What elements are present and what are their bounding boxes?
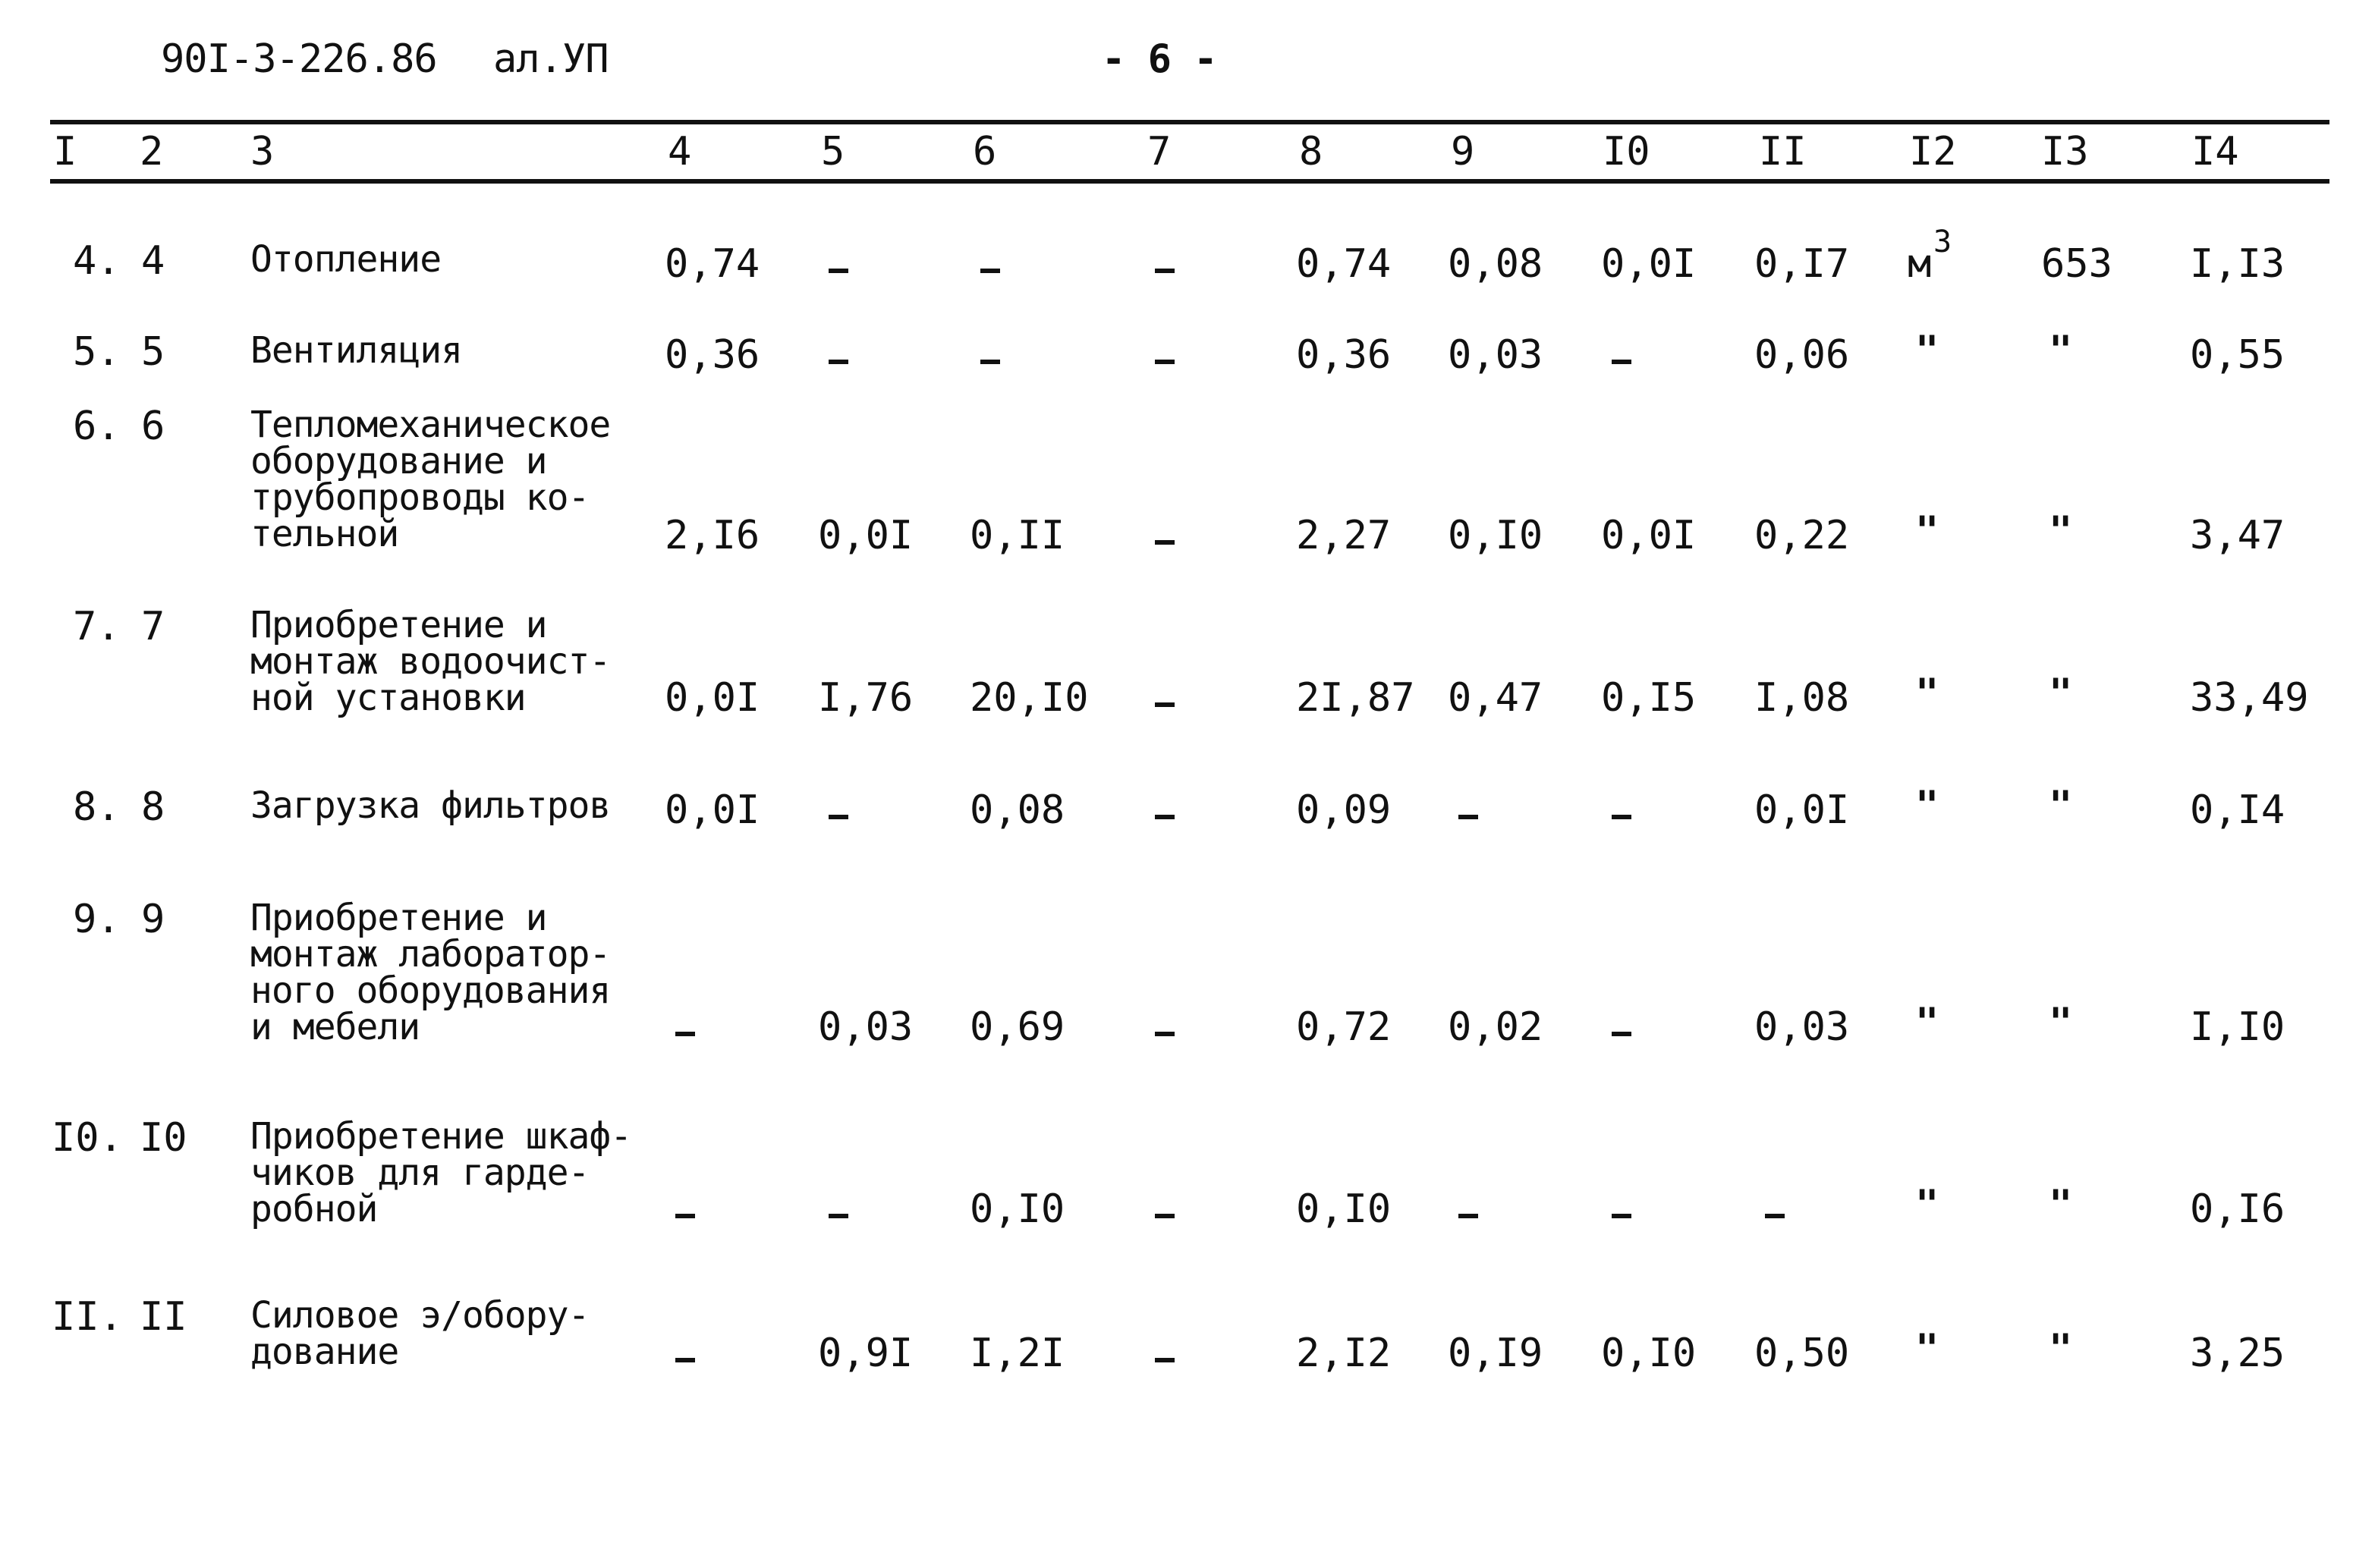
unit-superscript: 3 xyxy=(1933,225,1952,259)
empty-dash xyxy=(980,360,1000,364)
value-cell: 0,08 xyxy=(970,787,1065,833)
value-cell: 20,I0 xyxy=(970,675,1089,721)
table-top-rule xyxy=(50,120,2329,124)
empty-dash xyxy=(980,269,1000,273)
row-number: 9. xyxy=(73,897,121,942)
empty-dash xyxy=(1155,1032,1175,1036)
value-cell: 0,9I xyxy=(818,1331,914,1376)
empty-dash xyxy=(829,1214,848,1218)
value-cell: 0,09 xyxy=(1296,787,1392,833)
empty-dash xyxy=(1612,360,1631,364)
value-cell: " xyxy=(2049,671,2073,716)
value-cell: " xyxy=(2049,783,2073,828)
value-cell: 0,03 xyxy=(1448,332,1543,378)
empty-dash xyxy=(675,1358,695,1362)
value-cell: 0,50 xyxy=(1754,1331,1850,1376)
row-number: 6. xyxy=(73,404,121,449)
value-cell: 0,0I xyxy=(665,787,760,833)
value-cell: 0,0I xyxy=(1754,787,1850,833)
row-number: 8. xyxy=(73,784,121,830)
value-cell: I,I3 xyxy=(2190,241,2285,287)
column-header: 4 xyxy=(668,129,692,174)
value-cell: 0,74 xyxy=(665,241,760,287)
value-cell: 0,I6 xyxy=(2190,1186,2285,1232)
empty-dash xyxy=(1765,1214,1785,1218)
empty-dash xyxy=(1155,360,1175,364)
value-cell: 2I,87 xyxy=(1296,675,1415,721)
value-cell: 0,I0 xyxy=(1296,1186,1392,1232)
value-cell: 0,I4 xyxy=(2190,787,2285,833)
value-cell: " xyxy=(1915,1326,1939,1372)
item-number: 7 xyxy=(141,604,165,649)
value-cell: 0,03 xyxy=(1754,1004,1850,1050)
item-number: 4 xyxy=(141,238,165,284)
value-cell: 0,0I xyxy=(818,513,914,558)
item-description: Загрузка фильтров xyxy=(250,784,611,827)
value-cell: " xyxy=(2049,1326,2073,1372)
value-cell: 0,II xyxy=(970,513,1065,558)
value-cell: I,76 xyxy=(818,675,914,721)
item-description: Приобретение и монтаж лаборатор- ного оборудования и мебели xyxy=(250,897,611,1048)
empty-dash xyxy=(675,1214,695,1218)
value-cell: 0,03 xyxy=(818,1004,914,1050)
value-cell: " xyxy=(2049,508,2073,554)
value-cell: 0,I0 xyxy=(1448,513,1543,558)
item-description: Тепломеханическое оборудование и трубопроводы ко- тельной xyxy=(250,404,611,555)
column-header: I2 xyxy=(1909,129,1957,174)
value-cell: 0,0I xyxy=(1601,241,1697,287)
item-description: Отопление xyxy=(250,238,442,281)
value-cell: " xyxy=(1915,508,1939,554)
item-description: Вентиляция xyxy=(250,329,462,372)
empty-dash xyxy=(1612,815,1631,819)
row-number: 7. xyxy=(73,604,121,649)
value-cell: I,2I xyxy=(970,1331,1065,1376)
value-cell: 0,69 xyxy=(970,1004,1065,1050)
row-number: 5. xyxy=(73,329,121,375)
value-cell: 0,I0 xyxy=(970,1186,1065,1232)
empty-dash xyxy=(1612,1032,1631,1036)
column-header: 5 xyxy=(821,129,845,174)
value-cell: 0,55 xyxy=(2190,332,2285,378)
column-header: II xyxy=(1759,129,1807,174)
value-cell: 2,27 xyxy=(1296,513,1392,558)
document-code: 90I-3-226.86 xyxy=(161,36,437,82)
empty-dash xyxy=(1155,1214,1175,1218)
value-cell: 0,72 xyxy=(1296,1004,1392,1050)
empty-dash xyxy=(1458,815,1478,819)
value-cell: " xyxy=(1915,1182,1939,1227)
value-cell: 2,I6 xyxy=(665,513,760,558)
value-cell: " xyxy=(2049,328,2073,373)
value-cell: 33,49 xyxy=(2190,675,2309,721)
value-cell: I,I0 xyxy=(2190,1004,2285,1050)
album-label: ал.УП xyxy=(493,36,609,82)
empty-dash xyxy=(1155,269,1175,273)
value-cell: 0,47 xyxy=(1448,675,1543,721)
value-cell: 653 xyxy=(2041,241,2112,287)
unit-cell: м xyxy=(1908,241,1932,287)
empty-dash xyxy=(1155,702,1175,707)
value-cell: 0,0I xyxy=(665,675,760,721)
empty-dash xyxy=(675,1032,695,1036)
table-header-rule xyxy=(50,179,2329,184)
item-number: II xyxy=(140,1294,187,1340)
value-cell: 0,08 xyxy=(1448,241,1543,287)
column-header: 9 xyxy=(1451,129,1475,174)
value-cell: 2,I2 xyxy=(1296,1331,1392,1376)
value-cell: 0,I9 xyxy=(1448,1331,1543,1376)
empty-dash xyxy=(1155,815,1175,819)
value-cell: 0,0I xyxy=(1601,513,1697,558)
value-cell: 0,06 xyxy=(1754,332,1850,378)
value-cell: 0,I7 xyxy=(1754,241,1850,287)
empty-dash xyxy=(829,269,848,273)
empty-dash xyxy=(829,360,848,364)
column-header: I xyxy=(53,129,77,174)
item-number: 8 xyxy=(141,784,165,830)
empty-dash xyxy=(1612,1214,1631,1218)
value-cell: 0,02 xyxy=(1448,1004,1543,1050)
value-cell: " xyxy=(1915,671,1939,716)
column-header: 2 xyxy=(140,129,164,174)
value-cell: 0,22 xyxy=(1754,513,1850,558)
empty-dash xyxy=(1155,1358,1175,1362)
column-header: I3 xyxy=(2041,129,2089,174)
item-number: I0 xyxy=(140,1115,187,1161)
empty-dash xyxy=(1155,540,1175,545)
value-cell: 0,I5 xyxy=(1601,675,1697,721)
column-header: I0 xyxy=(1603,129,1650,174)
value-cell: 0,36 xyxy=(1296,332,1392,378)
row-number: II. xyxy=(52,1294,123,1340)
item-description: Приобретение шкаф- чиков для гарде- робной xyxy=(250,1115,632,1230)
column-header: 3 xyxy=(250,129,275,174)
value-cell: " xyxy=(1915,1000,1939,1045)
item-number: 5 xyxy=(141,329,165,375)
row-number: 4. xyxy=(73,238,121,284)
value-cell: " xyxy=(1915,783,1939,828)
row-number: I0. xyxy=(52,1115,123,1161)
value-cell: 3,25 xyxy=(2190,1331,2285,1376)
item-number: 9 xyxy=(141,897,165,942)
value-cell: 0,74 xyxy=(1296,241,1392,287)
column-header: 6 xyxy=(973,129,997,174)
column-header: I4 xyxy=(2191,129,2239,174)
value-cell: 0,I0 xyxy=(1601,1331,1697,1376)
column-header: 8 xyxy=(1299,129,1323,174)
empty-dash xyxy=(829,815,848,819)
value-cell: " xyxy=(2049,1000,2073,1045)
empty-dash xyxy=(1458,1214,1478,1218)
value-cell: " xyxy=(2049,1182,2073,1227)
item-number: 6 xyxy=(141,404,165,449)
item-description: Силовое э/обору- дование xyxy=(250,1294,590,1373)
column-header: 7 xyxy=(1147,129,1172,174)
page-number: - 6 - xyxy=(1102,36,1217,82)
value-cell: " xyxy=(1915,328,1939,373)
value-cell: 0,36 xyxy=(665,332,760,378)
item-description: Приобретение и монтаж водоочист- ной установки xyxy=(250,604,611,719)
value-cell: 3,47 xyxy=(2190,513,2285,558)
value-cell: I,08 xyxy=(1754,675,1850,721)
